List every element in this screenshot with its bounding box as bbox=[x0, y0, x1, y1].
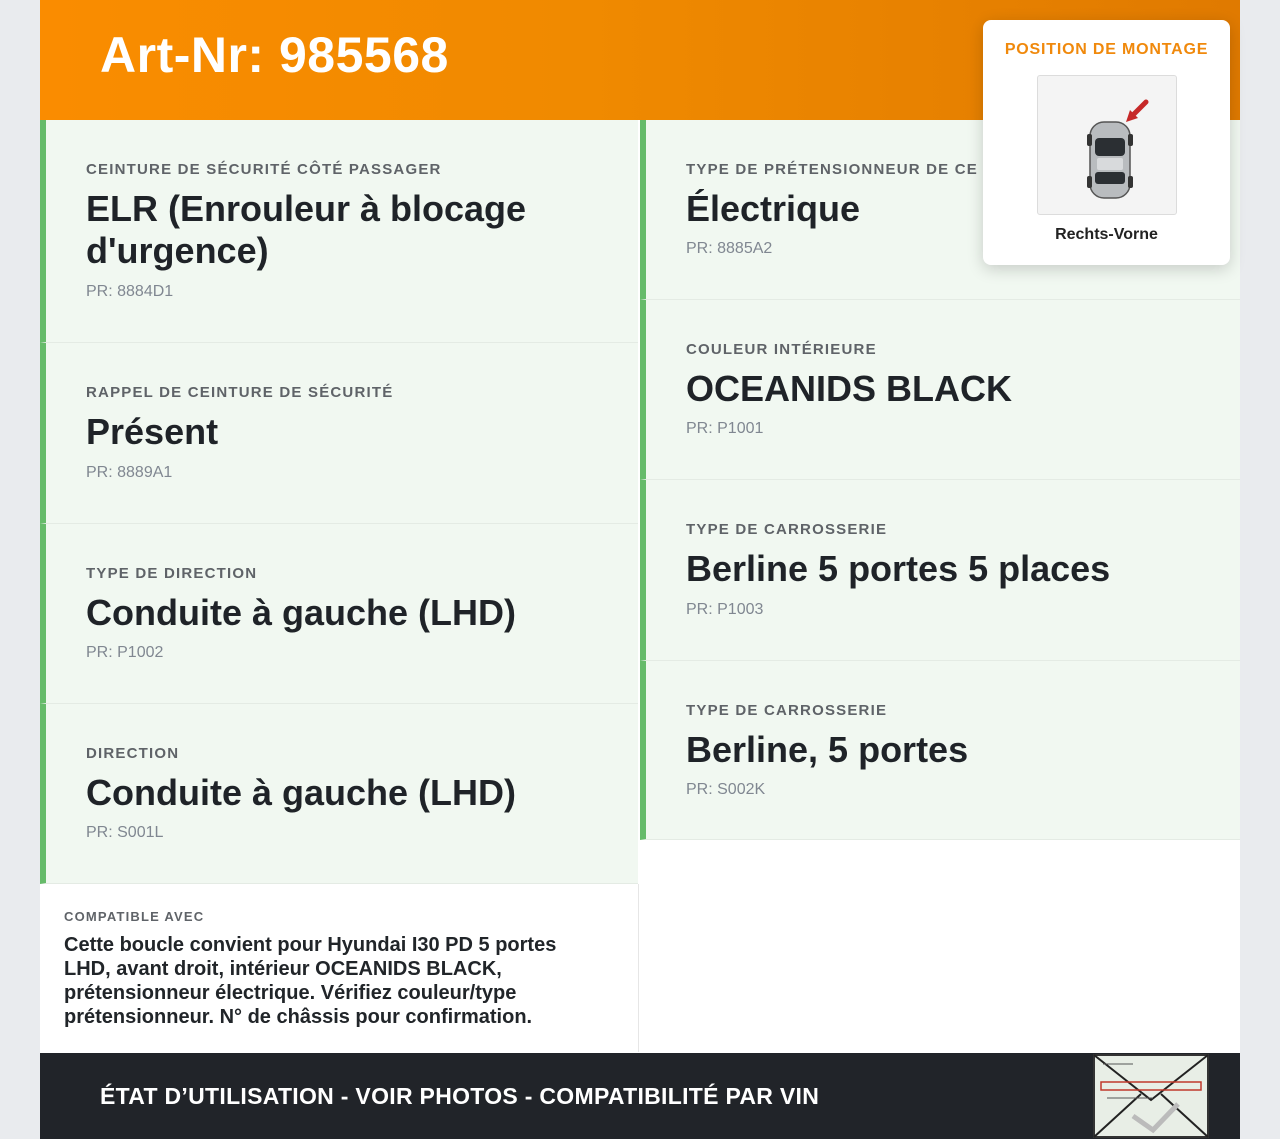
label-sticker-photo bbox=[1093, 1054, 1209, 1138]
mounting-position-caption: Rechts-Vorne bbox=[1055, 226, 1158, 243]
compatibility-section bbox=[40, 884, 639, 1052]
compatibility-text: Cette boucle convient pour Hyundai I30 PD 5 portes LHD, avant droit, intérieur OCEANIDS BLACK, prétensionneur électrique. Vérifiez couleur/type prétensionneur. N° de châssis pour confirmation. bbox=[64, 934, 557, 1028]
spec-card-body-type-seats bbox=[640, 480, 1240, 661]
spec-card-seatbelt-reminder bbox=[40, 343, 638, 524]
spec-pr-code: PR: P1001 bbox=[686, 420, 764, 437]
compatibility-label: COMPATIBLE AVEC bbox=[64, 909, 205, 924]
spec-value: Conduite à gauche (LHD) bbox=[86, 592, 516, 633]
spec-value: Berline, 5 portes bbox=[686, 729, 969, 770]
footer-text: ÉTAT D’UTILISATION - VOIR PHOTOS - COMPATIBILITÉ PAR VIN bbox=[100, 1083, 820, 1109]
spec-label: RAPPEL DE CEINTURE DE SÉCURITÉ bbox=[86, 384, 394, 401]
article-number-title: Art-Nr: 985568 bbox=[100, 27, 449, 83]
spec-pr-code: PR: 8884D1 bbox=[86, 283, 174, 300]
spec-label: TYPE DE CARROSSERIE bbox=[686, 521, 888, 538]
spec-card-seatbelt-passenger bbox=[40, 120, 638, 343]
spec-value: Électrique bbox=[686, 188, 861, 229]
spec-value: Berline 5 portes 5 places bbox=[686, 548, 1111, 589]
spec-pr-code: PR: P1003 bbox=[686, 601, 764, 618]
spec-value: ELR (Enrouleur à blocage d'urgence) bbox=[86, 188, 527, 271]
mounting-position-image bbox=[1037, 75, 1177, 215]
car-top-view-icon bbox=[1038, 76, 1176, 214]
spec-card-interior-color bbox=[640, 300, 1240, 480]
spec-pr-code: PR: S001L bbox=[86, 824, 164, 841]
mounting-position-title: POSITION DE MONTAGE bbox=[1004, 41, 1209, 58]
spec-pr-code: PR: 8885A2 bbox=[686, 240, 773, 257]
footer-bar bbox=[40, 1053, 1240, 1139]
spec-label: TYPE DE CARROSSERIE bbox=[686, 702, 888, 719]
spec-value: OCEANIDS BLACK bbox=[686, 368, 1013, 409]
mounting-position-panel bbox=[983, 20, 1230, 265]
spec-card-steering-type bbox=[40, 524, 638, 704]
spec-value: Présent bbox=[86, 411, 219, 452]
spec-label: COULEUR INTÉRIEURE bbox=[686, 341, 877, 358]
spec-value: Conduite à gauche (LHD) bbox=[86, 772, 516, 813]
spec-card-steering bbox=[40, 704, 638, 884]
spec-pr-code: PR: S002K bbox=[686, 781, 766, 798]
spec-label: CEINTURE DE SÉCURITÉ CÔTÉ PASSAGER bbox=[86, 161, 442, 178]
spec-label: DIRECTION bbox=[86, 745, 180, 762]
label-sticker-icon bbox=[1093, 1054, 1209, 1138]
spec-card-body-type-doors bbox=[640, 661, 1240, 840]
spec-pr-code: PR: P1002 bbox=[86, 644, 164, 661]
spec-label: TYPE DE DIRECTION bbox=[86, 565, 258, 582]
spec-label: TYPE DE PRÉTENSIONNEUR DE CE bbox=[686, 161, 978, 178]
spec-pr-code: PR: 8889A1 bbox=[86, 464, 173, 481]
